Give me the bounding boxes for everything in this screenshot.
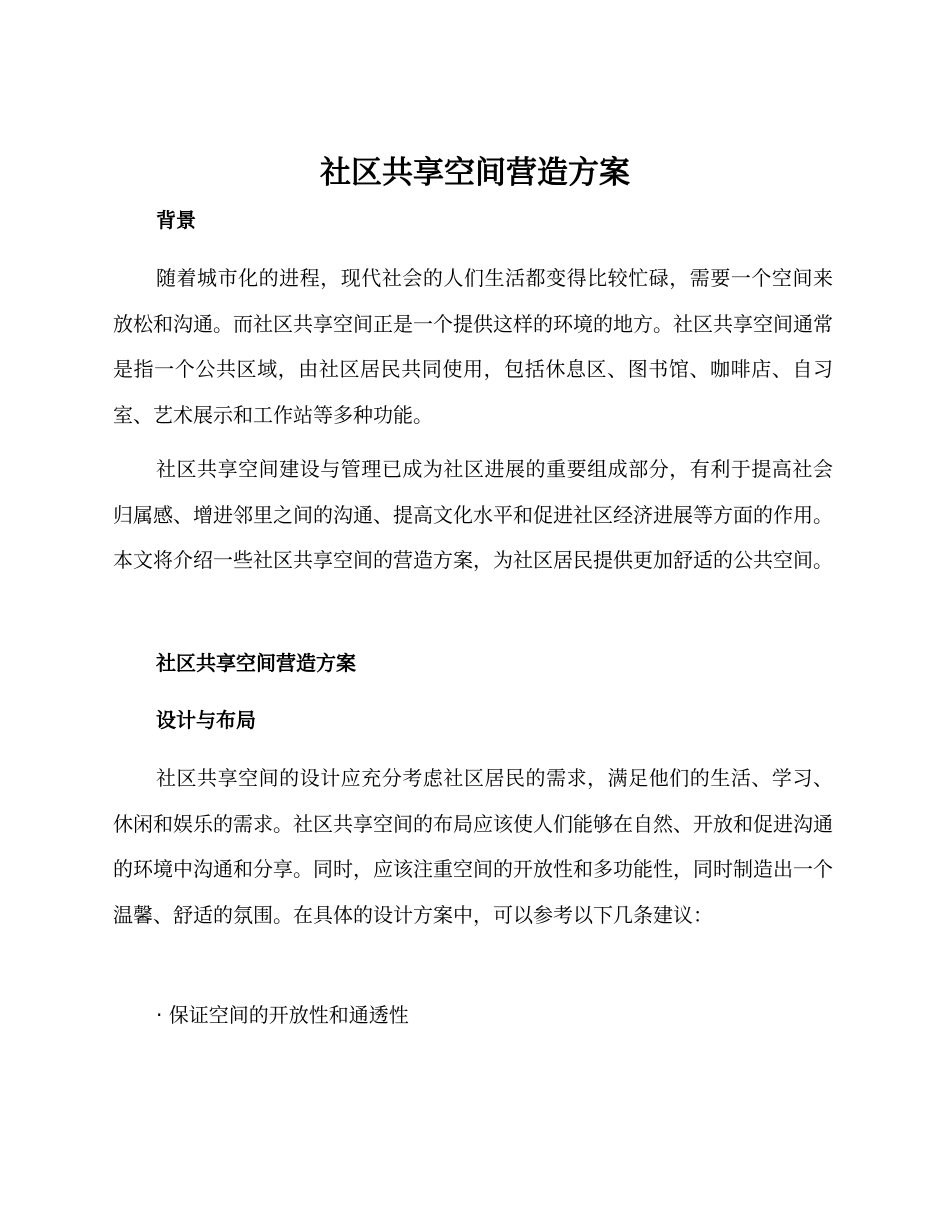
section-heading-background: 背景 <box>156 208 196 232</box>
list-item: · 保证空间的开放性和通透性 <box>156 1003 409 1027</box>
document-title: 社区共享空间营造方案 <box>320 155 630 191</box>
paragraph-background-1: 随着城市化的进程，现代社会的人们生活都变得比较忙碌，需要一个空间来放松和沟通。而社区共享空间正是一个提供这样的环境的地方。社区共享空间通常是指一个公共区域，由社区居民共同使用，包括休息区、图书馆、咖啡店、自习室、艺术展示和工作站等多种功能。 <box>113 266 833 427</box>
section-heading-design: 设计与布局 <box>156 708 256 732</box>
paragraph-design-1: 社区共享空间的设计应充分考虑社区居民的需求，满足他们的生活、学习、休闲和娱乐的需求。社区共享空间的布局应该使人们能够在自然、开放和促进沟通的环境中沟通和分享。同时，应该注重空间的开放性和多功能性，同时制造出一个温馨、舒适的氛围。在具体的设计方案中，可以参考以下几条建议： <box>113 766 833 927</box>
section-heading-plan: 社区共享空间营造方案 <box>156 651 356 675</box>
paragraph-background-2: 社区共享空间建设与管理已成为社区进展的重要组成部分，有利于提高社会归属感、增进邻里之间的沟通、提高文化水平和促进社区经济进展等方面的作用。本文将介绍一些社区共享空间的营造方案，为社区居民提供更加舒适的公共空间。 <box>113 457 833 572</box>
